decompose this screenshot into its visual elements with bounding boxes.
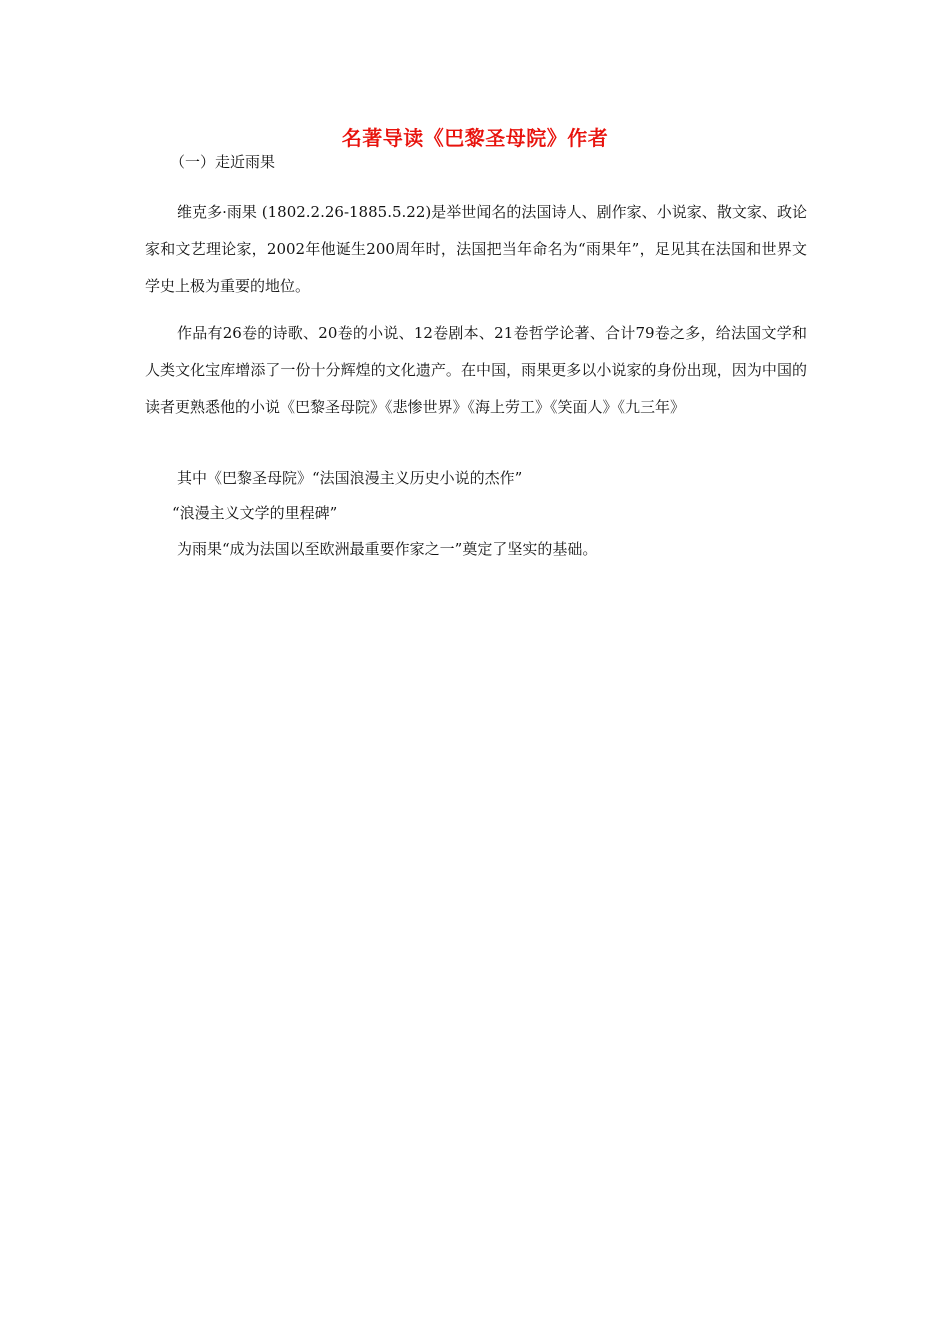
section-heading: （一）走近雨果 xyxy=(170,153,276,171)
document-title: 名著导读《巴黎圣母院》作者 xyxy=(341,126,609,150)
paragraph-intro: 维克多·雨果 (1802.2.26-1885.5.22)是举世闻名的法国诗人、剧作家、小说家、散文家、政论家和文艺理论家，2002年他诞生200周年时，法国把当年命名为“雨果年”，足见其在法国和世界文学史上极为重要的地位。 xyxy=(145,203,807,295)
line-masterpiece: 其中《巴黎圣母院》“法国浪漫主义历史小说的杰作” xyxy=(177,469,523,487)
line-milestone: “浪漫主义文学的里程碑” xyxy=(172,504,338,522)
paragraph-works: 作品有26卷的诗歌、20卷的小说、12卷剧本、21卷哲学论著、合计79卷之多，给法国文学和人类文化宝库增添了一份十分辉煌的文化遗产。在中国，雨果更多以小说家的身份出现，因为中国的读者更熟悉他的小说《巴黎圣母院》《悲惨世界》《海上劳工》《笑面人》《九三年》 xyxy=(145,324,807,416)
line-foundation: 为雨果“成为法国以至欧洲最重要作家之一”奠定了坚实的基础。 xyxy=(177,540,598,558)
